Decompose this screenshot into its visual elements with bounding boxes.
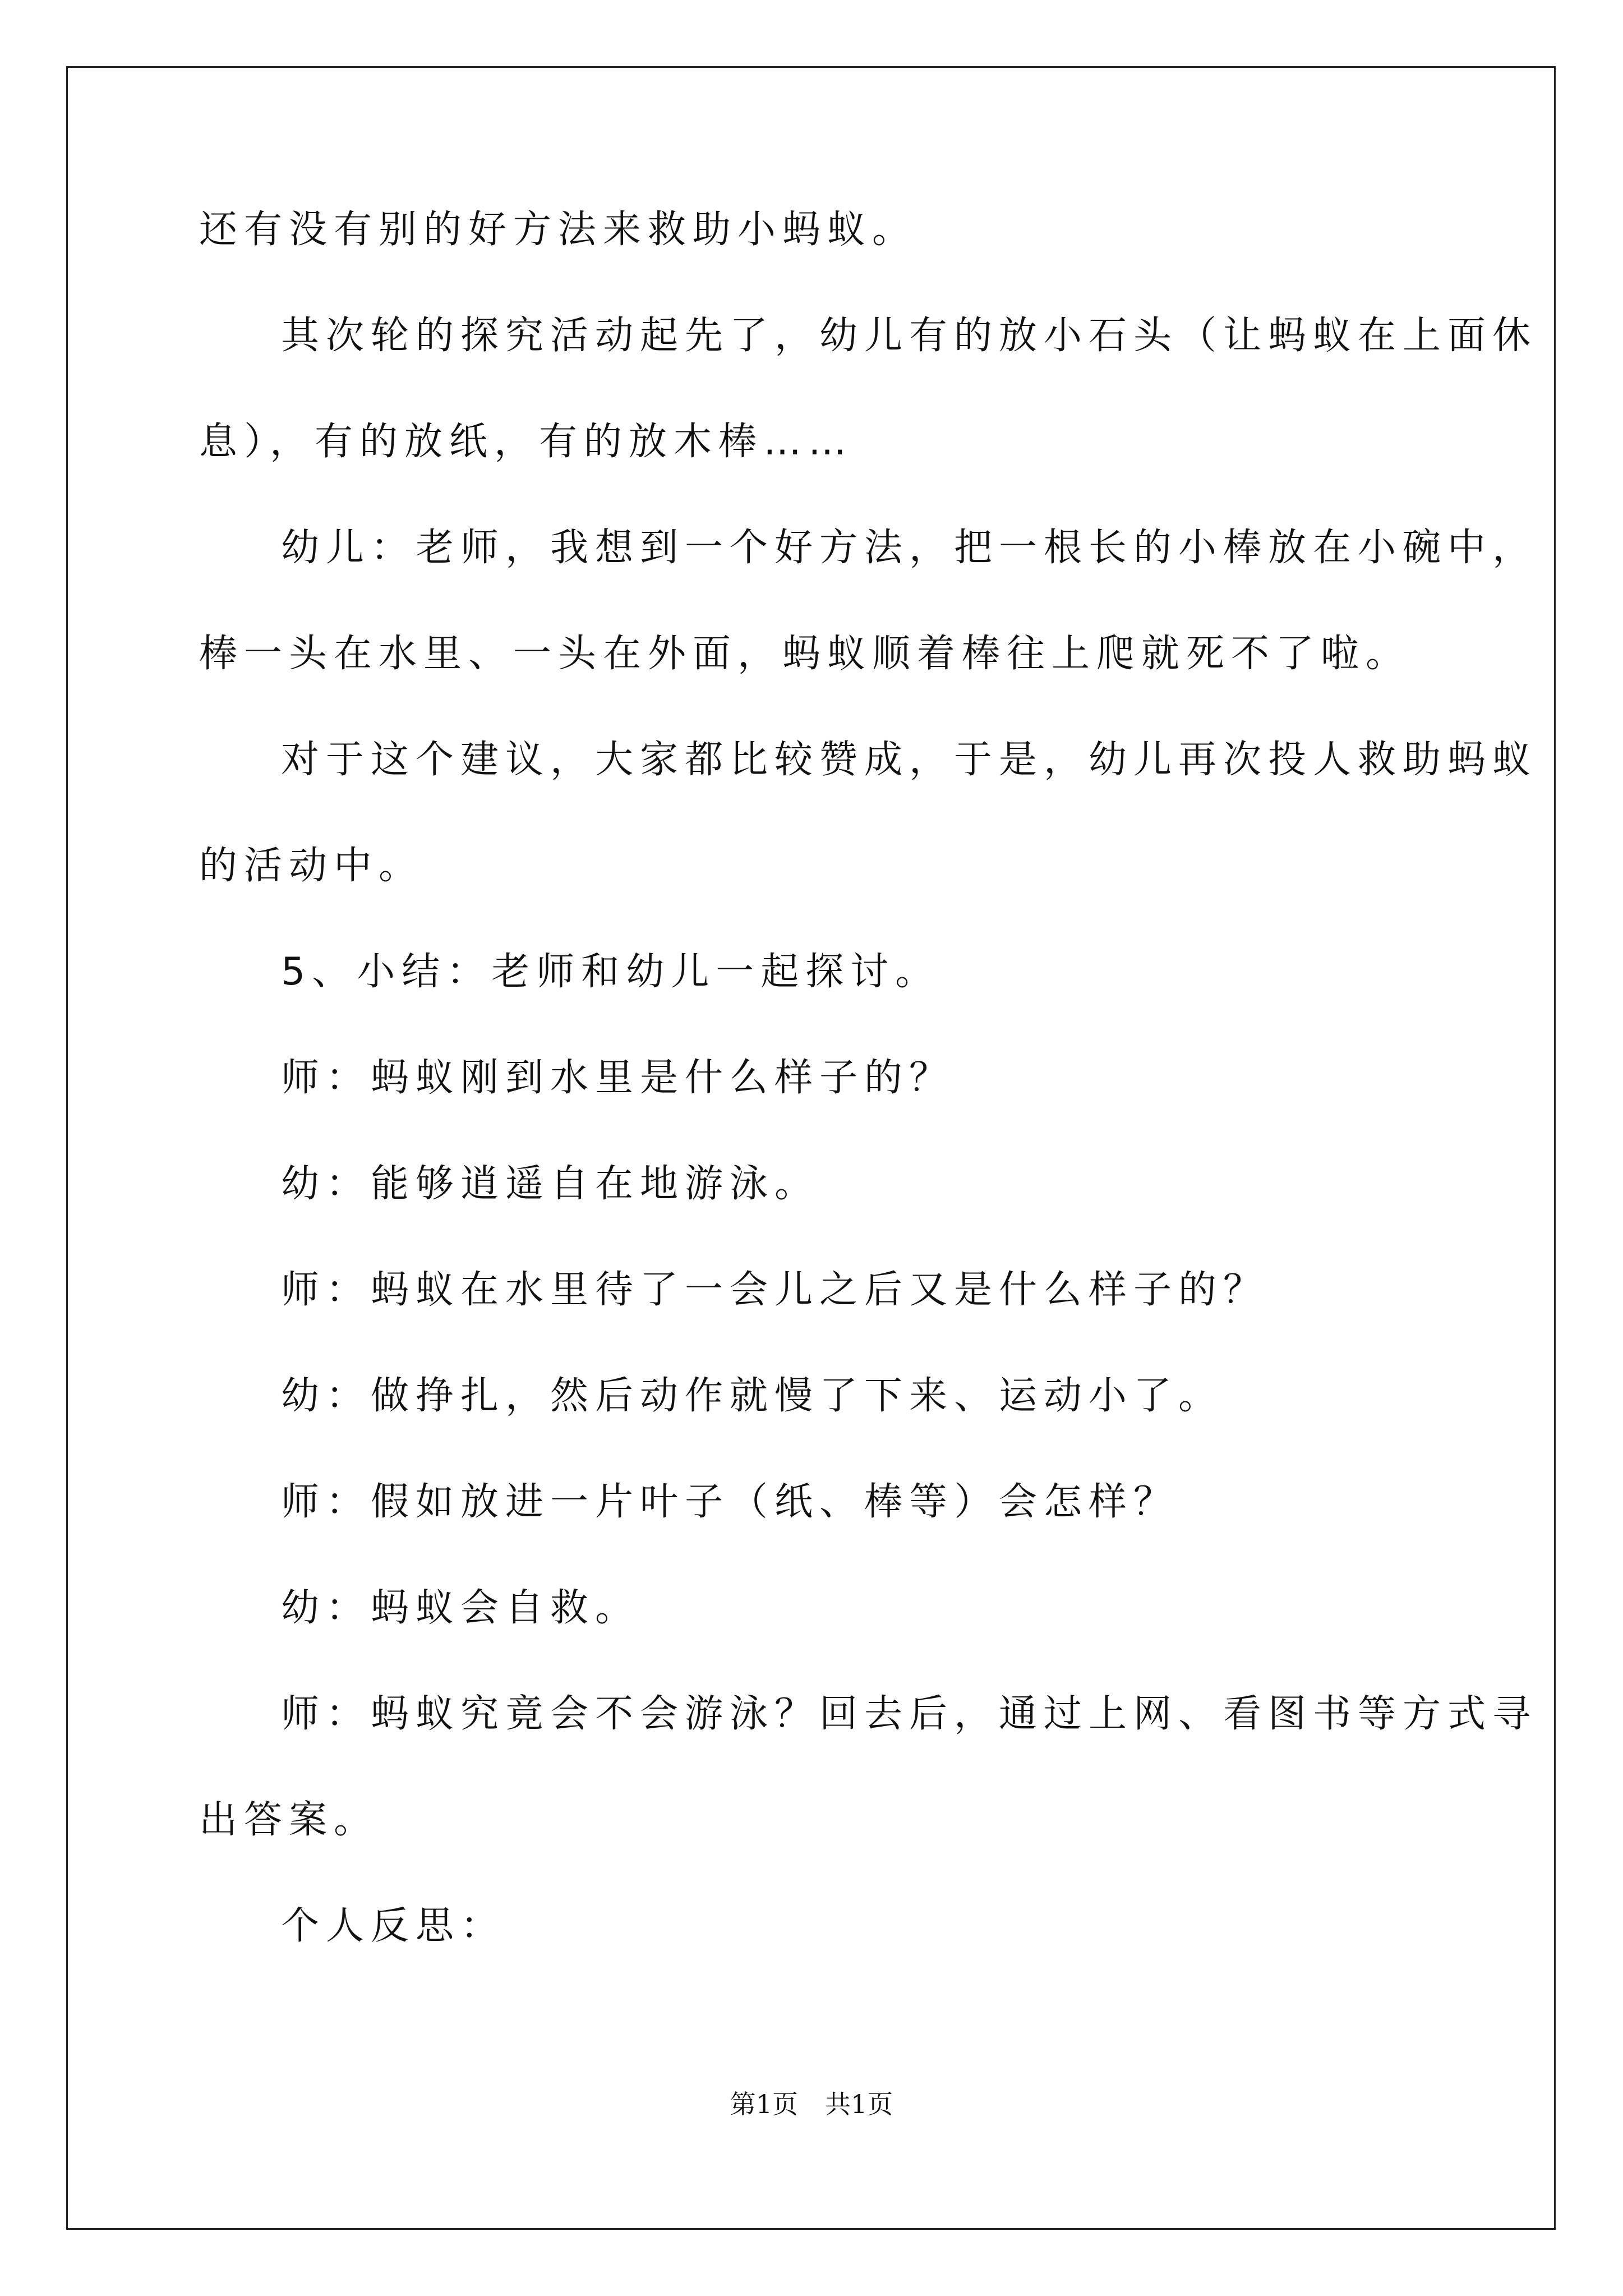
page-number: 第1页: [730, 2089, 798, 2119]
text-line: 幼：蚂蚁会自救。: [281, 1586, 640, 1630]
text-line: 息），有的放纸，有的放木棒……: [199, 420, 854, 464]
text-line: 个人反思：: [281, 1904, 506, 1948]
text-line: 幼儿：老师，我想到一个好方法，把一根长的小棒放在小碗中，: [281, 526, 1538, 570]
text-line: 的活动中。: [199, 844, 424, 888]
text-line: 幼：能够逍遥自在地游泳。: [281, 1162, 820, 1206]
text-line: 师：假如放进一片叶子（纸、棒等）会怎样？: [281, 1480, 1179, 1524]
text-line: 师：蚂蚁刚到水里是什么样子的？: [281, 1056, 955, 1100]
text-line: 出答案。: [199, 1798, 379, 1842]
text-line: 师：蚂蚁究竟会不会游泳？回去后，通过上网、看图书等方式寻: [281, 1692, 1538, 1736]
text-line: 5、小结：老师和幼儿一起探讨。: [281, 950, 940, 994]
page-footer: [0, 2084, 1623, 2121]
page-total: 共1页: [825, 2089, 893, 2119]
text-line: 对于这个建议，大家都比较赞成，于是，幼儿再次投人救助蚂蚁: [281, 738, 1538, 782]
text-line: 棒一头在水里、一头在外面，蚂蚁顺着棒往上爬就死不了啦。: [199, 632, 1411, 676]
text-line: 师：蚂蚁在水里待了一会儿之后又是什么样子的？: [281, 1268, 1269, 1312]
text-line: 还有没有别的好方法来救助小蚂蚁。: [199, 208, 917, 252]
text-line: 幼：做挣扎，然后动作就慢了下来、运动小了。: [281, 1374, 1224, 1418]
text-line: 其次轮的探究活动起先了，幼儿有的放小石头（让蚂蚁在上面休: [281, 314, 1538, 358]
